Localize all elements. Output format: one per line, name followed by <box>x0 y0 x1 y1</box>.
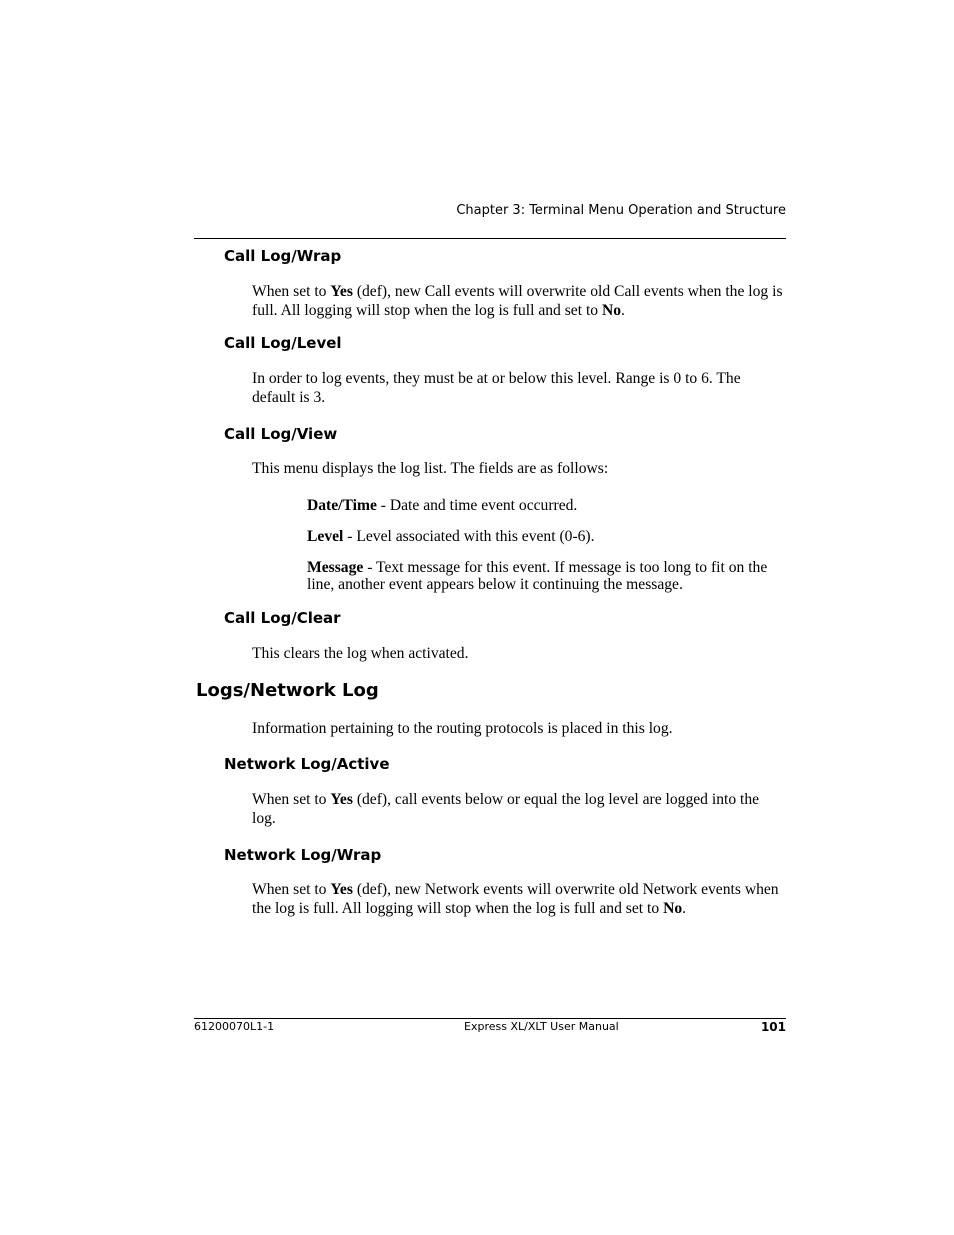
field-message: Message - Text message for this event. If message is too long to fit on the line, another event appears below it continuing the message. <box>307 559 768 593</box>
footer-page-number: 101 <box>760 1020 786 1034</box>
heading-logs-network-log: Logs/Network Log <box>196 680 379 701</box>
heading-network-log-active: Network Log/Active <box>224 755 390 773</box>
heading-call-log-wrap: Call Log/Wrap <box>224 247 342 265</box>
keyword-yes: Yes <box>330 791 353 808</box>
paragraph-network-log-wrap: When set to Yes (def), new Network events will overwrite old Network events when the log is full. All logging will stop when the log is full and set to No. <box>252 881 779 917</box>
heading-call-log-view: Call Log/View <box>224 425 338 443</box>
paragraph-network-log-active: When set to Yes (def), call events below or equal the log level are logged into the log. <box>252 791 760 827</box>
field-level: Level - Level associated with this event (0-6). <box>307 528 595 545</box>
heading-call-log-level: Call Log/Level <box>224 334 342 352</box>
paragraph-logs-network-log: Information pertaining to the routing protocols is placed in this log. <box>252 720 673 737</box>
keyword-yes: Yes <box>330 881 353 898</box>
paragraph-call-log-level: In order to log events, they must be at or below this level. Range is 0 to 6. The default is 3. <box>252 370 741 406</box>
keyword-no: No <box>663 900 683 917</box>
paragraph-call-log-wrap: When set to Yes (def), new Call events will overwrite old Call events when the log is full. All logging will stop when the log is full and set to No. <box>252 283 783 319</box>
field-date-time: Date/Time - Date and time event occurred. <box>307 497 578 514</box>
footer-rule <box>194 1018 786 1019</box>
running-header: Chapter 3: Terminal Menu Operation and Structure <box>456 203 786 218</box>
paragraph-call-log-clear: This clears the log when activated. <box>252 645 469 662</box>
header-rule <box>194 238 786 239</box>
footer-doc-number: 61200070L1-1 <box>194 1020 275 1033</box>
footer-manual-title: Express XL/XLT User Manual <box>464 1020 619 1033</box>
keyword-yes: Yes <box>330 283 353 300</box>
paragraph-call-log-view: This menu displays the log list. The fields are as follows: <box>252 460 609 477</box>
heading-network-log-wrap: Network Log/Wrap <box>224 846 382 864</box>
keyword-no: No <box>601 302 622 319</box>
heading-call-log-clear: Call Log/Clear <box>224 609 341 627</box>
